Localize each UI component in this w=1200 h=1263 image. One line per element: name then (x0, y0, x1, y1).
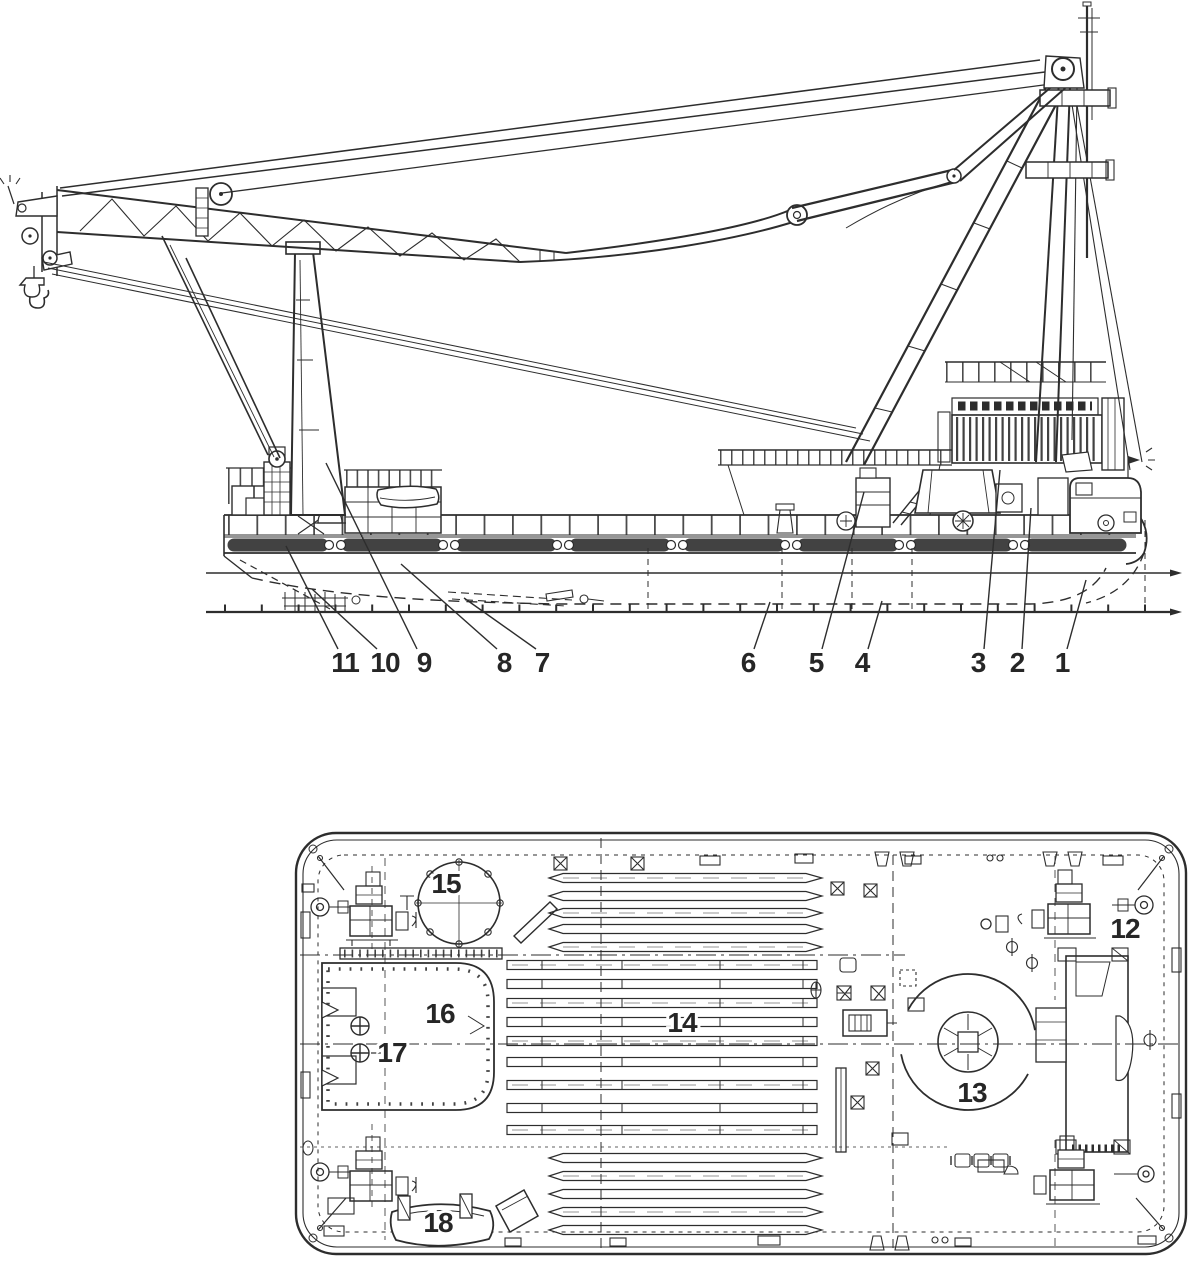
callout-leader-1 (1067, 580, 1086, 649)
callout-label-14: 14 (667, 1007, 697, 1038)
callout-label-11: 11 (331, 647, 359, 678)
side-elevation-view (0, 2, 1182, 678)
callout-label-12: 12 (1110, 913, 1140, 944)
cargo-hook (20, 266, 49, 308)
callout-label-10: 10 (370, 647, 400, 678)
slat-field-14 (507, 874, 822, 1235)
callout-label-13: 13 (957, 1077, 987, 1108)
lifeboat (377, 486, 439, 508)
waterlines (206, 553, 1182, 616)
pylon (264, 242, 345, 515)
callout-label-9: 9 (416, 647, 432, 678)
callout-label-18: 18 (423, 1207, 453, 1238)
crane-pedestal-plan (1036, 948, 1133, 1154)
machinery-house (718, 362, 1124, 533)
work-boat-18 (391, 1190, 538, 1246)
callout-label-2: 2 (1009, 647, 1025, 678)
flag-icon (1128, 456, 1140, 464)
callout-leader-4 (868, 601, 882, 649)
callout-label-15: 15 (431, 868, 461, 899)
jib (0, 175, 807, 458)
cargo-hatch-16 (322, 948, 502, 1110)
callout-label-17: 17 (377, 1037, 407, 1068)
callout-leader-7 (464, 598, 536, 649)
callout-label-6: 6 (740, 647, 756, 678)
hoist-ropes (44, 262, 870, 441)
callout-label-8: 8 (496, 647, 512, 678)
callout-label-5: 5 (808, 647, 824, 678)
luffing-tackle (264, 462, 290, 515)
callout-label-7: 7 (534, 647, 550, 678)
callout-leader-6 (754, 602, 770, 649)
callout-label-1: 1 (1054, 647, 1070, 678)
callout-label-4: 4 (854, 647, 870, 678)
deck-plan-view (296, 833, 1186, 1254)
slewing-pedestal (915, 470, 1000, 513)
tie-rods (60, 60, 1051, 196)
diagonal-timber (514, 902, 557, 943)
callout-label-16: 16 (425, 998, 455, 1029)
callout-label-3: 3 (970, 647, 986, 678)
winch-top-left (311, 872, 416, 946)
